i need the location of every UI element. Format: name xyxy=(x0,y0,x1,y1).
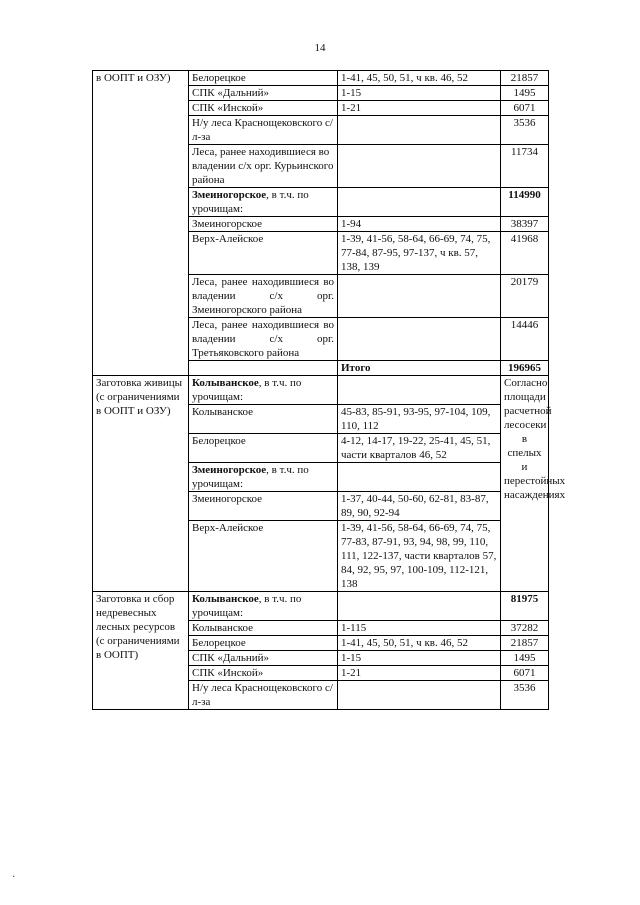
area-cell: 3536 xyxy=(501,681,549,710)
tract-name: СПК «Инской» xyxy=(189,666,338,681)
page-number: 14 xyxy=(314,42,326,54)
total-value: 196965 xyxy=(501,361,549,376)
tract-name: Колыванское xyxy=(189,405,338,434)
district-header xyxy=(189,376,338,405)
area-cell: 1495 xyxy=(501,86,549,101)
table-row xyxy=(93,71,549,86)
tract-name: СПК «Дальний» xyxy=(189,651,338,666)
area-cell: 21857 xyxy=(501,71,549,86)
quarters-cell: 1-41, 45, 50, 51, ч кв. 46, 52 xyxy=(338,636,501,651)
tract-name: Белорецкое xyxy=(189,71,338,86)
tract-name: Н/у леса Краснощековского с/л-за xyxy=(189,681,338,710)
forest-use-table xyxy=(92,70,566,710)
quarters-cell: 1-39, 41-56, 58-64, 66-69, 74, 75, 77-83, 87-91, 93, 94, 98, 99, 110, 111, 122-137, части кварталов 57, 84, 92, 95, 97, 100-109, 112-121, 138 xyxy=(338,521,501,592)
district-name: Змеиногорское xyxy=(192,189,267,201)
area-cell: 6071 xyxy=(501,666,549,681)
tract-name: Леса, ранее находившиеся во владении с/х орг. Змеиногорского района xyxy=(189,275,338,318)
total-label: Итого xyxy=(338,361,501,376)
activity-cell: Заготовка и сбор недревесных лесных ресурсов (с ограничениями в ООПТ) xyxy=(93,592,189,710)
area-cell: 21857 xyxy=(501,636,549,651)
area-cell: 6071 xyxy=(501,101,549,116)
table-row xyxy=(93,592,549,621)
area-cell: 14446 xyxy=(501,318,549,361)
quarters-cell: 1-15 xyxy=(338,86,501,101)
quarters-cell: 1-15 xyxy=(338,651,501,666)
area-cell: 41968 xyxy=(501,232,549,275)
area-cell: 37282 xyxy=(501,621,549,636)
area-cell: 11734 xyxy=(501,145,549,188)
quarters-cell xyxy=(338,145,501,188)
tract-name: СПК «Инской» xyxy=(189,101,338,116)
tract-name: Леса, ранее находившиеся во владении с/х орг. Курьинского района xyxy=(189,145,338,188)
quarters-cell: 4-12, 14-17, 19-22, 25-41, 45, 51, части кварталов 46, 52 xyxy=(338,434,501,463)
quarters-cell xyxy=(338,318,501,361)
district-header xyxy=(189,463,338,492)
quarters-cell: 1-41, 45, 50, 51, ч кв. 46, 52 xyxy=(338,71,501,86)
scan-mark: · xyxy=(12,872,16,883)
tract-name: Белорецкое xyxy=(189,636,338,651)
district-name: Змеиногорское xyxy=(192,464,267,476)
tract-name: Н/у леса Краснощековского с/л-за xyxy=(189,116,338,145)
quarters-cell xyxy=(338,463,501,492)
area-cell: 20179 xyxy=(501,275,549,318)
quarters-cell: 1-21 xyxy=(338,101,501,116)
district-suffix: , в т.ч. по урочищам: xyxy=(192,464,309,490)
quarters-cell: 1-115 xyxy=(338,621,501,636)
quarters-cell xyxy=(338,376,501,405)
quarters-cell xyxy=(338,681,501,710)
tract-name: Белорецкое xyxy=(189,434,338,463)
quarters-cell: 1-94 xyxy=(338,217,501,232)
tract-name: Леса, ранее находившиеся во владении с/х орг. Третьяковского района xyxy=(189,318,338,361)
district-header xyxy=(189,188,338,217)
area-cell: 114990 xyxy=(501,188,549,217)
quarters-cell: 45-83, 85-91, 93-95, 97-104, 109, 110, 112 xyxy=(338,405,501,434)
quarters-cell: 1-39, 41-56, 58-64, 66-69, 74, 75, 77-84, 87-95, 97-137, ч кв. 57, 138, 139 xyxy=(338,232,501,275)
activity-cell: Заготовка живицы (с ограничениями в ООПТ и ОЗУ) xyxy=(93,376,189,592)
table-row xyxy=(93,376,549,405)
quarters-cell: 1-37, 40-44, 50-60, 62-81, 83-87, 89, 90, 92-94 xyxy=(338,492,501,521)
district-name: Колыванское xyxy=(192,593,259,605)
tract-name xyxy=(189,361,338,376)
quarters-cell: 1-21 xyxy=(338,666,501,681)
district-name: Колыванское xyxy=(192,377,259,389)
area-cell: 1495 xyxy=(501,651,549,666)
tract-name: Змеиногорское xyxy=(189,217,338,232)
activity-cell: в ООПТ и ОЗУ) xyxy=(93,71,189,376)
quarters-cell xyxy=(338,188,501,217)
quarters-cell xyxy=(338,592,501,621)
area-cell: 3536 xyxy=(501,116,549,145)
tract-name: Верх-Алейское xyxy=(189,521,338,592)
tract-name: Змеиногорское xyxy=(189,492,338,521)
area-cell: 38397 xyxy=(501,217,549,232)
tract-name: СПК «Дальний» xyxy=(189,86,338,101)
tract-name: Колыванское xyxy=(189,621,338,636)
tract-name: Верх-Алейское xyxy=(189,232,338,275)
district-suffix: , в т.ч. по урочищам: xyxy=(192,377,302,403)
district-header xyxy=(189,592,338,621)
area-note: Согласно площади расчетной лесосеки в спелых и перестойных насаждениях xyxy=(501,376,549,592)
area-cell: 81975 xyxy=(501,592,549,621)
quarters-cell xyxy=(338,116,501,145)
district-suffix: , в т.ч. по урочищам: xyxy=(192,593,302,619)
district-suffix: , в т.ч. по урочищам: xyxy=(192,189,309,215)
quarters-cell xyxy=(338,275,501,318)
